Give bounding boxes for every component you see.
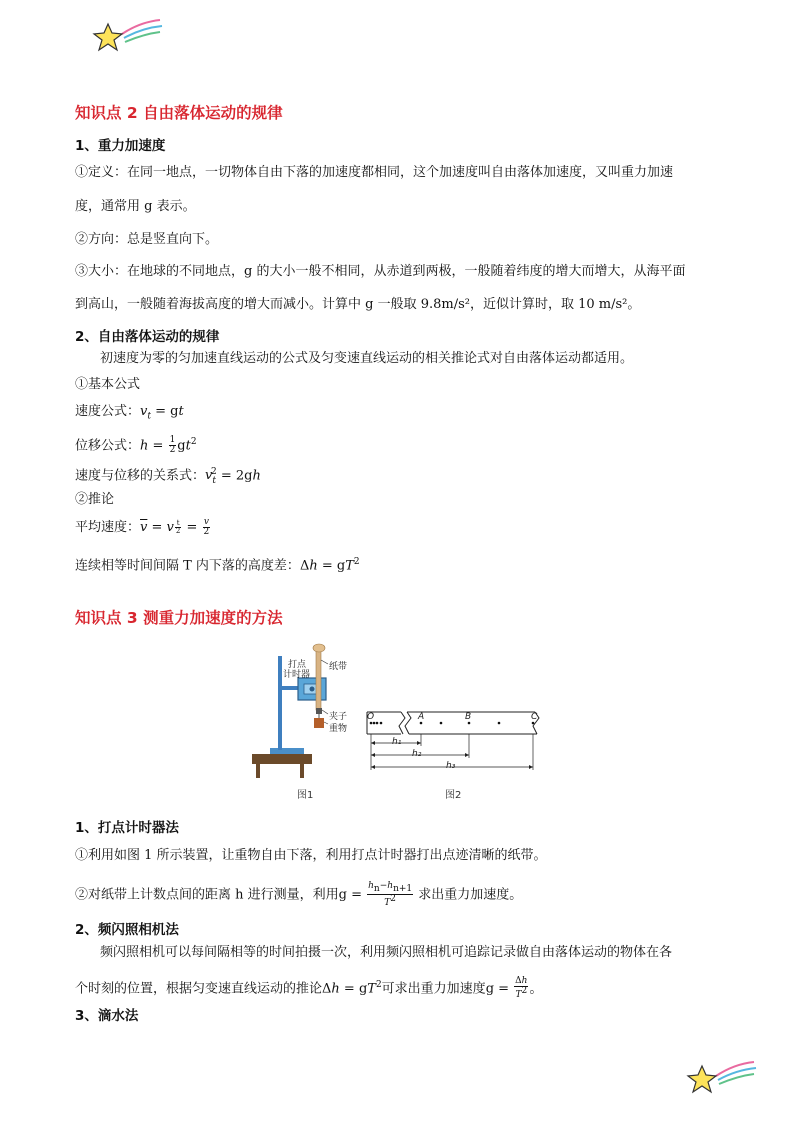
- subheading-drip-method: 3、滴水法: [75, 1008, 139, 1024]
- subheading-free-fall-laws: 2、自由落体运动的规律: [75, 329, 220, 345]
- definition-line-1: ①定义：在同一地点，一切物体自由下落的加速度都相同，这个加速度叫自由落体加速度，又叫重力加速: [75, 165, 674, 180]
- direction-line: ②方向：总是竖直向下。: [75, 232, 219, 247]
- timer-label-1: 打点: [288, 660, 307, 670]
- star-decoration-icon: [92, 16, 164, 56]
- table-top: [252, 754, 312, 764]
- section-title-k3: 知识点 3 测重力加速度的方法: [75, 609, 283, 627]
- point-o-label: O: [367, 712, 375, 722]
- height-difference-formula: 连续相等时间间隔 T 内下落的高度差：$\Delta h = gT^2$: [75, 557, 360, 574]
- timer-label-2: 计时器: [283, 670, 311, 680]
- point-c-label: C: [531, 712, 538, 722]
- stand-base: [270, 748, 304, 754]
- velocity-formula: 速度公式：$v_t$ = gt: [75, 404, 184, 422]
- intro-line: 初速度为零的匀加速直线运动的公式及匀变速直线运动的相关推论式对自由落体运动都适用。: [100, 351, 634, 366]
- flash-line-1: 频闪照相机可以每间隔相等的时间拍摄一次，利用频闪照相机可追踪记录做自由落体运动的物体在各: [100, 945, 673, 960]
- inference-heading: ②推论: [75, 492, 115, 507]
- point-b-label: B: [465, 712, 472, 722]
- figure-2-caption: 图2: [445, 790, 462, 801]
- basic-formula-heading: ①基本公式: [75, 377, 141, 392]
- h3-label: h₃: [446, 761, 456, 771]
- displacement-formula: 位移公式：h = $\frac{1}{2}$ $gt^2$: [75, 435, 197, 456]
- stand-rod: [278, 656, 282, 750]
- definition-line-2: 度，通常用 g 表示。: [75, 199, 196, 214]
- h2-label: h₂: [412, 749, 422, 759]
- flash-line-2: 个时刻的位置，根据匀变速直线运动的推论$\Delta h = gT^2$可求出重力加速度g = $\frac{\Delta h}{T^2}$ 。: [75, 976, 543, 1001]
- figure-1-caption: 图1: [297, 790, 314, 801]
- star-decoration-icon: [686, 1058, 758, 1098]
- point-a-label: A: [418, 712, 425, 722]
- average-velocity-formula: 平均速度：$\overline{v} = v$ $\frac{t}{2}$ = $\frac{v}{2}$: [75, 517, 210, 537]
- magnitude-line-1: ③大小：在地球的不同地点，g 的大小一般不相同，从赤道到两极，一般随着纬度的增大而增大，从海平面: [75, 264, 686, 279]
- weight-label: 重物: [329, 724, 348, 734]
- method-2-line: ②对纸带上计数点间的距离 h 进行测量，利用g = $\frac{h_n-h_{n+1}}{T^2}$ 求出重力加速度。: [75, 881, 523, 908]
- velocity-displacement-formula: 速度与位移的关系式：$v_t^2 = 2gh$: [75, 467, 261, 486]
- weight-block: [314, 718, 324, 728]
- tape-label: 纸带: [329, 662, 348, 672]
- subheading-flash-method: 2、频闪照相机法: [75, 922, 179, 938]
- h1-label: h₁: [392, 737, 402, 747]
- magnitude-line-2: 到高山，一般随着海拔高度的增大而减小。计算中 g 一般取 9.8m/s²，近似计算时，取 10 m/s²。: [75, 297, 641, 312]
- subheading-gravity-acceleration: 1、重力加速度: [75, 138, 166, 154]
- subheading-timer-method: 1、打点计时器法: [75, 820, 179, 836]
- section-title-k2: 知识点 2 自由落体运动的规律: [75, 104, 283, 122]
- clip-label: 夹子: [329, 712, 348, 722]
- paper-tape: [316, 648, 321, 710]
- method-1-line: ①利用如图 1 所示装置，让重物自由下落，利用打点计时器打出点迹清晰的纸带。: [75, 848, 547, 863]
